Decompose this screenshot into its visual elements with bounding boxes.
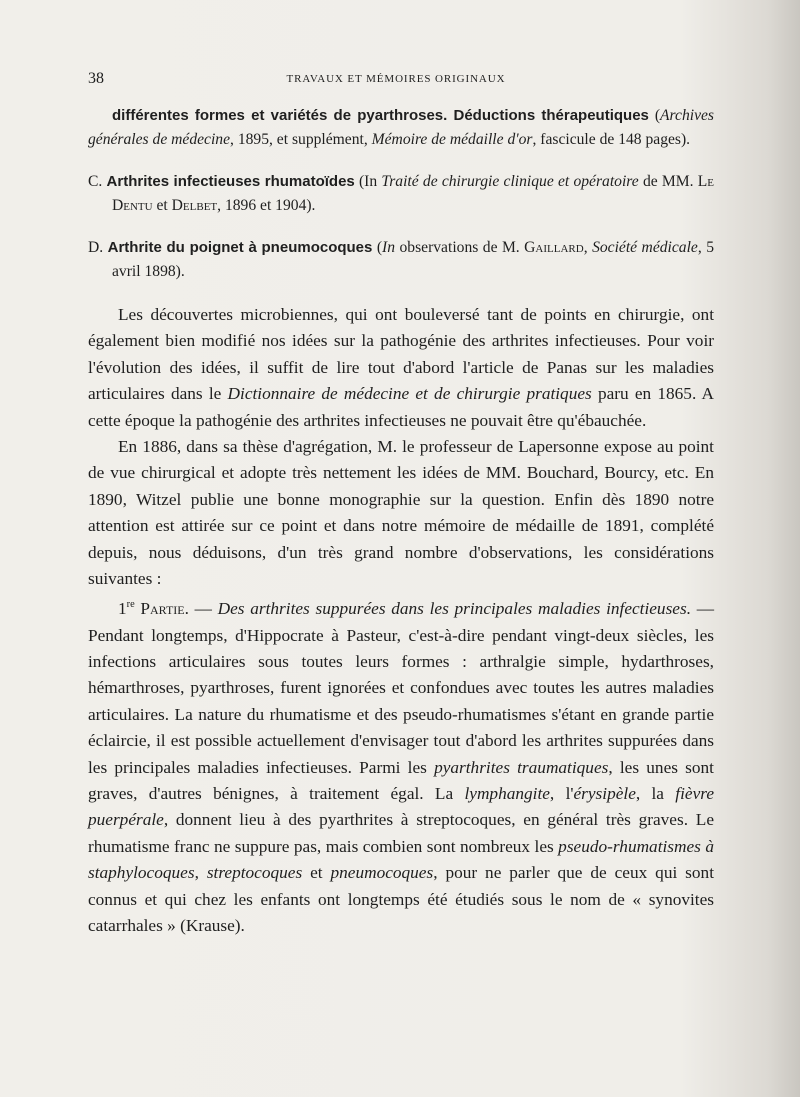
text-run: , 5 avril 1898). — [112, 239, 714, 280]
text-run: et — [302, 863, 331, 883]
text-run: ( — [372, 239, 383, 256]
small-caps-text: Delbet — [171, 197, 218, 214]
small-caps-text: Partie. — [134, 599, 189, 619]
body-paragraph — [88, 434, 714, 592]
bibliography-entry — [88, 170, 714, 218]
text-run: — Pendant longtemps, d'Hippocrate à Pasteur, c'est-à-dire pendant vingt-deux siècles, les infections articulaires sous toutes leurs formes : arthralgie simple, hydarthroses, hémarthroses, pyarthroses, furent ignorées et confondues avec toutes les autres maladies articulaires. La nature du rhumatisme et des pseudo-rhumatismes s'étant en grande partie éclaircie, il est possible actuellement d'envisager tout d'abord les arthrites suppurées dans les principales maladies infectieuses. Parmi les — [88, 599, 715, 777]
text-run: , donnent lieu à des pyarthrites à streptocoques, en général très graves. Le rhumatisme franc ne suppure pas, mais combien sont nombreux les — [88, 810, 714, 856]
text-run: (In — [354, 173, 382, 190]
text-run: , — [583, 239, 593, 256]
main-text — [88, 302, 714, 940]
bibliography-title: Arthrite du poignet à pneumocoques — [107, 239, 373, 256]
italic-text: lymphangite — [464, 784, 550, 804]
small-caps-text: Le Dentu — [112, 173, 714, 214]
bibliography-title: Arthrites infectieuses rhumatoïdes — [106, 173, 355, 190]
italic-text: pseudo-rhumatismes à staphylocoques — [88, 836, 714, 883]
text-run: paru en 1865. A cette époque la pathogénie des arthrites infectieuses ne pouvait être qu'ébauchée. — [88, 384, 715, 430]
page-number: 38 — [88, 70, 104, 87]
text-run: , l' — [549, 784, 574, 804]
italic-text: Archives générales de médecine — [88, 107, 714, 148]
text-run: En 1886, dans sa thèse d'agrégation, M. le professeur de Lapersonne expose au point de vue chirurgical et adopte très nettement les idées de MM. Bouchard, Bourcy, etc. En 1890, Witzel publie une bonne monographie sur la question. Enfin dès 1890 notre attention est attirée sur ce point et dans notre mémoire de médaille de 1891, complété depuis, nous déduisons, d'un très grand nombre d'observations, les considérations suivantes : — [88, 437, 714, 589]
bibliography-entry — [88, 236, 714, 284]
bibliography-entry — [88, 104, 714, 152]
page-header — [88, 70, 704, 90]
italic-text: streptocoques — [206, 863, 303, 883]
italic-text: fièvre puerpérale — [88, 784, 714, 830]
text-run: observations de M. — [395, 239, 525, 256]
text-run: Les découvertes microbiennes, qui ont bouleversé tant de points en chirurgie, ont également bien modifié nos idées sur la pathogénie des arthrites infectieuses. Pour voir l'évolution des idées, il suffit de lire tout d'abord l'article de Panas sur les maladies articulaires dans le — [88, 305, 714, 404]
text-run: , — [194, 863, 207, 883]
running-head: TRAVAUX ET MÉMOIRES ORIGINAUX — [286, 73, 506, 85]
body-paragraph — [88, 592, 714, 939]
text-run: — — [188, 599, 218, 619]
italic-text: érysipèle — [573, 784, 636, 804]
text-run: 1 — [118, 599, 127, 619]
italic-text: pneumocoques — [330, 863, 434, 883]
italic-text: Traité de chirurgie clinique et opératoire — [381, 173, 639, 190]
bibliography-letter: D. — [88, 239, 108, 256]
italic-text: Mémoire de médaille d'or — [371, 131, 533, 148]
text-run: , les unes sont graves, d'autres bénignes, à traitement égal. La — [88, 757, 714, 804]
body-paragraph — [88, 302, 714, 434]
text-run: et — [152, 197, 172, 214]
text-run: ( — [648, 107, 661, 124]
italic-text: Dictionnaire de médecine et de chirurgie pratiques — [227, 384, 592, 404]
text-run: , fascicule de 148 pages). — [532, 131, 691, 148]
text-run: , 1895, et supplément, — [230, 131, 372, 148]
page-body — [88, 104, 714, 940]
text-run: de MM. — [638, 173, 698, 190]
text-run: , pour ne parler que de ceux qui sont connus et qui chez les enfants ont longtemps été étudiés sous le nom de « synovites catarrhales » (Krause). — [88, 863, 714, 936]
italic-text: pyarthrites traumatiques — [434, 757, 609, 777]
italic-text: Des arthrites suppurées dans les principales maladies infectieuses. — [217, 599, 692, 619]
small-caps-text: Gaillard — [524, 239, 584, 256]
superscript-text: re — [126, 599, 135, 611]
text-run: , 1896 et 1904). — [217, 197, 316, 214]
bibliography-title: différentes formes et variétés de pyarthroses. Déductions thérapeutiques — [112, 107, 649, 124]
italic-text: In — [382, 239, 396, 256]
italic-text: Société médicale — [592, 239, 698, 256]
bibliography-letter: C. — [88, 173, 107, 190]
text-run: , la — [635, 784, 676, 804]
